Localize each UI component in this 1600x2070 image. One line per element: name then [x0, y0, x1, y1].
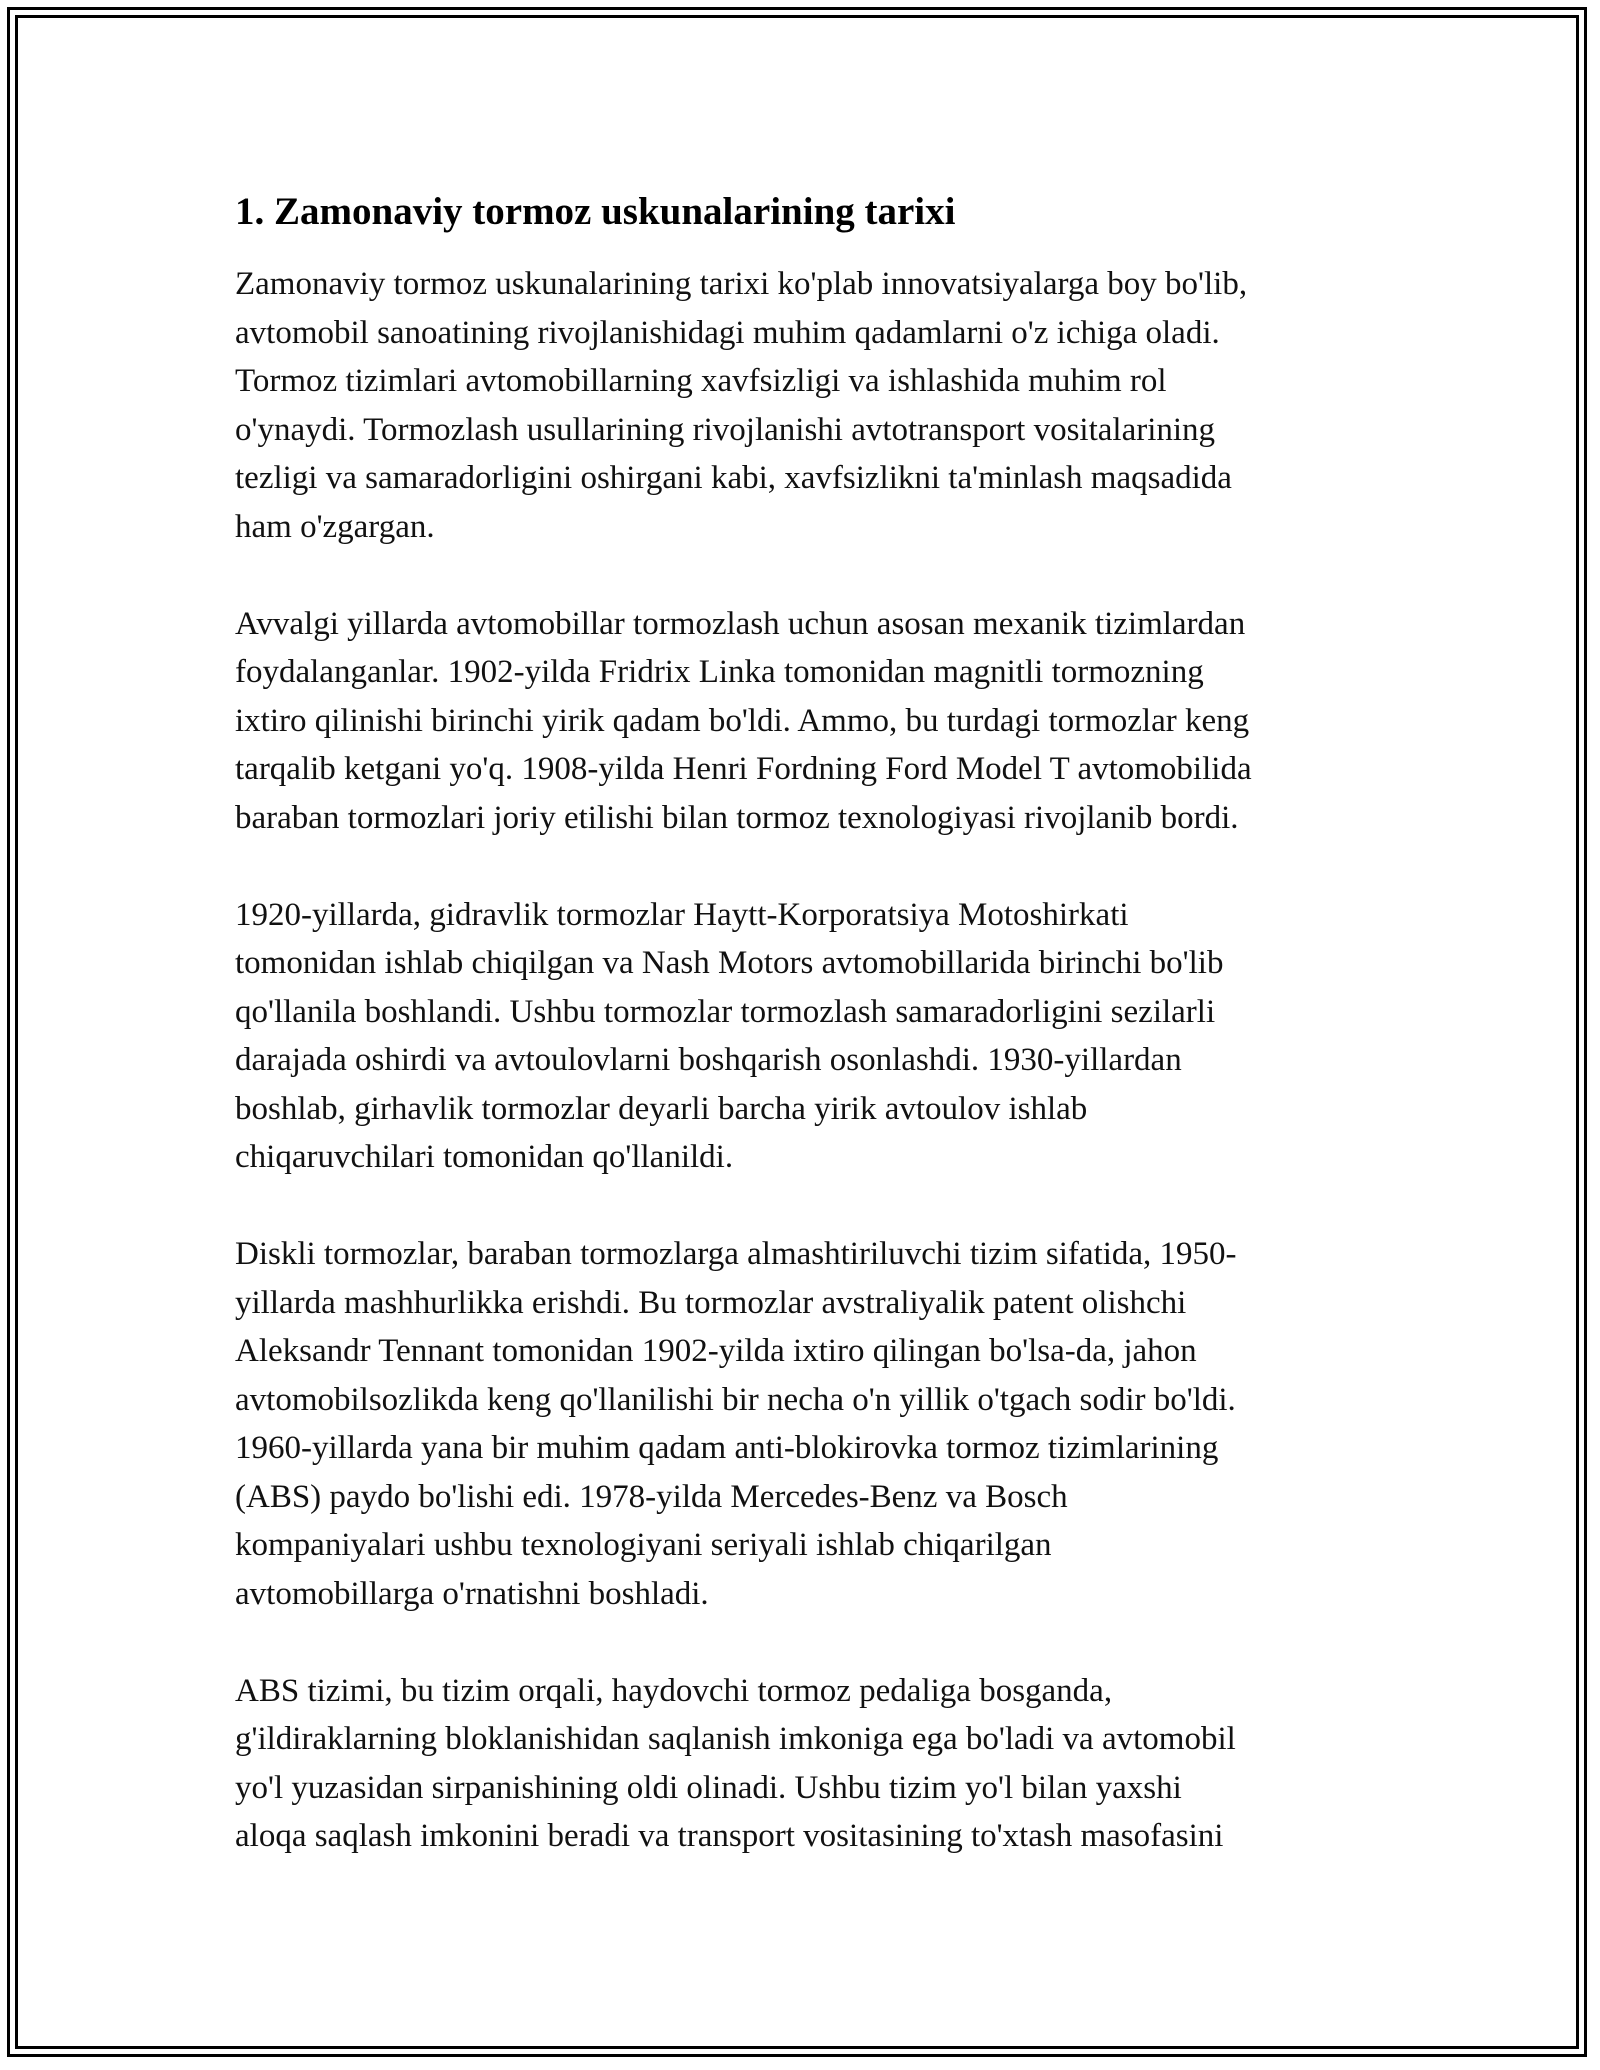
paragraph-list [235, 260, 1385, 1861]
paragraph-line: (ABS) paydo bo'lishi edi. 1978-yilda Mercedes-Benz va Bosch [235, 1478, 1068, 1515]
paragraph-line: boshlab, girhavlik tormozlar deyarli barcha yirik avtoulov ishlab [235, 1090, 1088, 1127]
paragraph-line: tezligi va samaradorligini oshirgani kabi, xavfsizlikni ta'minlash maqsadida [235, 460, 1232, 496]
paragraph-line: g'ildiraklarning bloklanishidan saqlanish imkoniga ega bo'ladi va avtomobil [235, 1721, 1236, 1757]
paragraph-line: chiqaruvchilari tomonidan qo'llanildi. [235, 1139, 734, 1175]
paragraph-line: 1920-yillarda, gidravlik tormozlar Haytt-Korporatsiya Motoshirkati [235, 896, 1129, 933]
paragraph-line: aloqa saqlash imkonini beradi va transport vositasining to'xtash masofasini [235, 1818, 1224, 1854]
paragraph-line: foydalanganlar. 1902-yilda Fridrix Linka tomonidan magnitli tormozning [235, 654, 1204, 690]
paragraph-line: Diskli tormozlar, baraban tormozlarga almashtiriluvchi tizim sifatida, 1950- [235, 1236, 1237, 1272]
paragraph [235, 600, 1385, 843]
paragraph-line: ABS tizimi, bu tizim orqali, haydovchi tormoz pedaliga bosganda, [235, 1672, 1113, 1709]
paragraph-line: Aleksandr Tennant tomonidan 1902-yilda ixtiro qilingan bo'lsa-da, jahon [235, 1333, 1197, 1369]
paragraph-line: ixtiro qilinishi birinchi yirik qadam bo'ldi. Ammo, bu turdagi tormozlar keng [235, 702, 1250, 739]
paragraph [235, 260, 1385, 551]
section-heading: 1. Zamonaviy tormoz uskunalarining tarixi [235, 190, 956, 233]
paragraph-line: Zamonaviy tormoz uskunalarining tarixi ko'plab innovatsiyalarga boy bo'lib, [235, 266, 1248, 302]
paragraph-line: avtomobil sanoatining rivojlanishidagi muhim qadamlarni o'z ichiga oladi. [235, 314, 1220, 351]
paragraph-line: o'ynaydi. Tormozlash usullarining rivojlanishi avtotransport vositalarining [235, 411, 1216, 448]
paragraph [235, 891, 1385, 1182]
paragraph-line: Tormoz tizimlari avtomobillarning xavfsizligi va ishlashida muhim rol [235, 363, 1167, 399]
paragraph-line: yillarda mashhurlikka erishdi. Bu tormozlar avstraliyalik patent olishchi [235, 1284, 1187, 1321]
paragraph-line: tarqalib ketgani yo'q. 1908-yilda Henri Fordning Ford Model T avtomobilida [235, 751, 1252, 787]
paragraph-line: yo'l yuzasidan sirpanishining oldi olinadi. Ushbu tizim yo'l bilan yaxshi [235, 1769, 1182, 1806]
paragraph [235, 1667, 1385, 1861]
paragraph-line: kompaniyalari ushbu texnologiyani seriyali ishlab chiqarilgan [235, 1527, 1052, 1563]
paragraph-line: avtomobilsozlikda keng qo'llanilishi bir necha o'n yillik o'tgach sodir bo'ldi. [235, 1381, 1236, 1418]
document-body [235, 186, 1385, 1909]
paragraph [235, 1230, 1385, 1618]
paragraph-line: 1960-yillarda yana bir muhim qadam anti-blokirovka tormoz tizimlarining [235, 1430, 1219, 1466]
paragraph-line: avtomobillarga o'rnatishni boshladi. [235, 1575, 709, 1612]
paragraph-line: qo'llanila boshlandi. Ushbu tormozlar tormozlash samaradorligini sezilarli [235, 993, 1216, 1030]
paragraph-line: ham o'zgargan. [235, 508, 435, 545]
paragraph-line: Avvalgi yillarda avtomobillar tormozlash uchun asosan mexanik tizimlardan [235, 605, 1246, 642]
paragraph-line: darajada oshirdi va avtoulovlarni boshqarish osonlashdi. 1930-yillardan [235, 1042, 1182, 1078]
paragraph-line: baraban tormozlari joriy etilishi bilan tormoz texnologiyasi rivojlanib bordi. [235, 799, 1239, 836]
paragraph-line: tomonidan ishlab chiqilgan va Nash Motors avtomobillarida birinchi bo'lib [235, 945, 1224, 981]
